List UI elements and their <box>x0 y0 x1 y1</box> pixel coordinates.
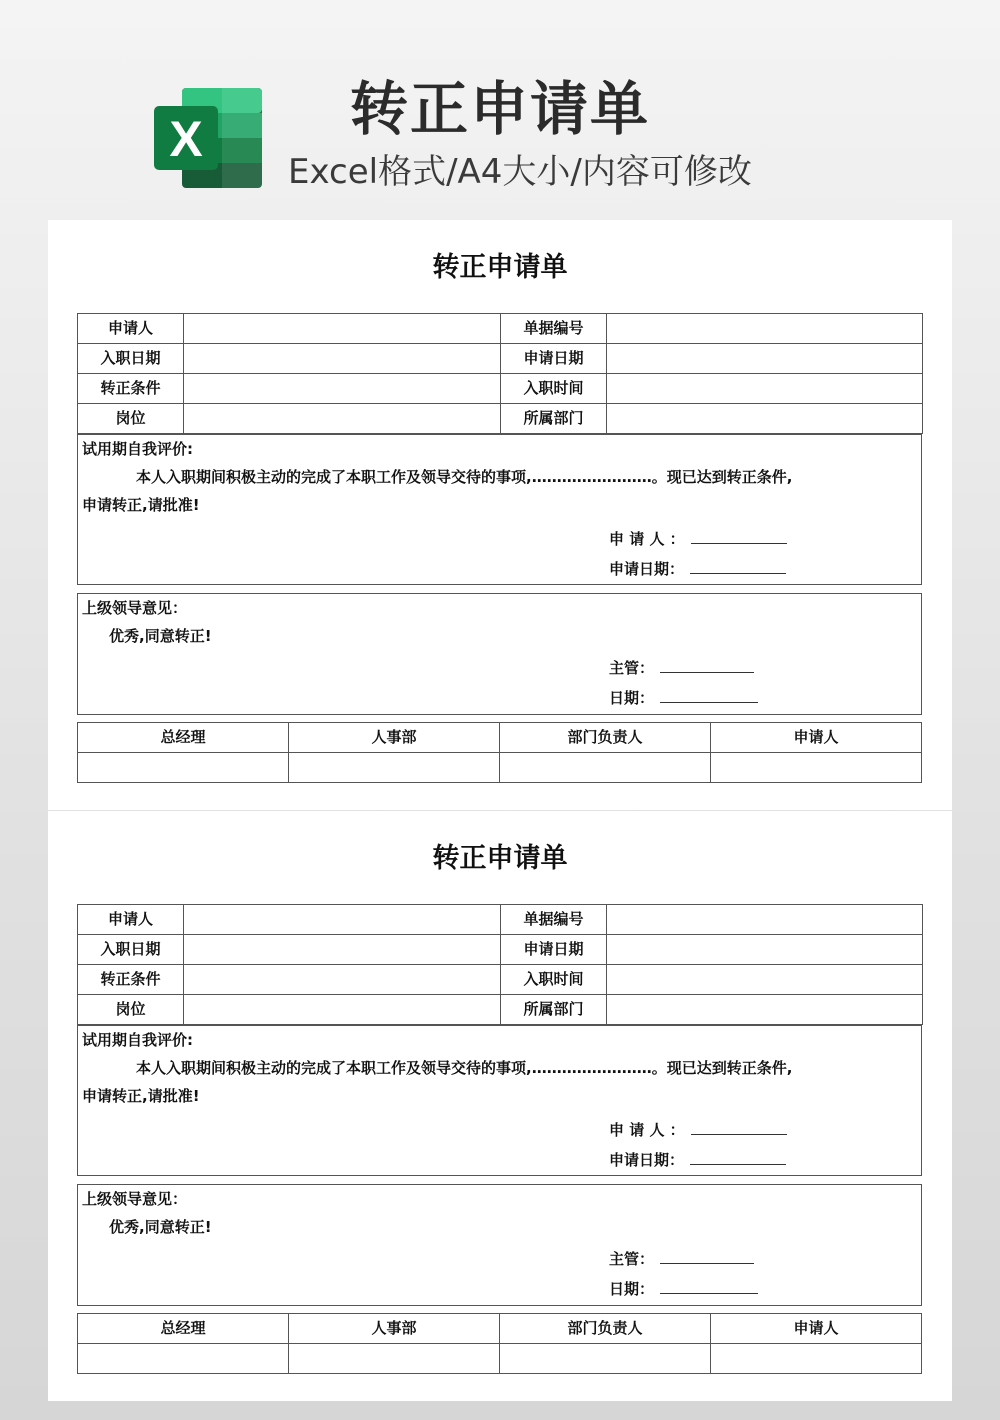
table-row <box>78 723 922 753</box>
table-row <box>78 404 923 434</box>
leader-opinion-box[interactable] <box>77 593 922 715</box>
gm-header: 总经理 <box>78 1314 289 1344</box>
position-label: 岗位 <box>78 404 184 434</box>
self-eval-body-line1: 本人入职期间积极主动的完成了本职工作及领导交待的事项,……………………。现已达到转正条件, <box>136 468 793 486</box>
apply-date-label: 申请日期 <box>501 935 607 965</box>
applicant-cell[interactable] <box>184 905 501 935</box>
conditions-label: 转正条件 <box>78 965 184 995</box>
hire-time-label: 入职时间 <box>501 965 607 995</box>
position-cell[interactable] <box>184 995 501 1025</box>
applicant-header: 申请人 <box>711 1314 922 1344</box>
banner-title: 转正申请单 <box>349 75 650 143</box>
apply-date-sign-line[interactable] <box>690 559 786 574</box>
hire-time-cell[interactable] <box>607 965 923 995</box>
table-row <box>78 1344 922 1374</box>
form-sheet-1 <box>48 220 952 810</box>
leader-date-sign-line[interactable] <box>660 688 758 703</box>
page-header <box>0 0 1000 210</box>
leader-date-sign-row <box>609 1279 758 1299</box>
dept-head-header: 部门负责人 <box>500 1314 711 1344</box>
excel-logo-letter: X <box>169 111 203 167</box>
doc-number-cell[interactable] <box>607 314 923 344</box>
table-row <box>78 314 923 344</box>
applicant-header: 申请人 <box>711 723 922 753</box>
department-cell[interactable] <box>607 995 923 1025</box>
applicant-label: 申请人 <box>78 905 184 935</box>
apply-date-label: 申请日期 <box>501 344 607 374</box>
excel-logo-icon <box>152 86 264 190</box>
form-title: 转正申请单 <box>432 252 568 283</box>
dept-head-sign-cell[interactable] <box>500 1344 711 1374</box>
self-evaluation-box[interactable] <box>77 434 922 585</box>
leader-date-sign-label: 日期： <box>609 1280 655 1298</box>
self-eval-body-line2: 申请转正,请批准! <box>82 496 200 514</box>
leader-opinion-comment: 优秀,同意转正! <box>109 1218 212 1236</box>
applicant-cell[interactable] <box>184 314 501 344</box>
supervisor-sign-row <box>609 658 754 678</box>
applicant-sign-label: 申 请 人 ： <box>609 530 685 548</box>
conditions-label: 转正条件 <box>78 374 184 404</box>
self-eval-heading: 试用期自我评价: <box>82 1031 193 1049</box>
applicant-sign-cell[interactable] <box>711 1344 922 1374</box>
info-table <box>77 904 923 1025</box>
position-cell[interactable] <box>184 404 501 434</box>
applicant-sign-cell[interactable] <box>711 753 922 783</box>
table-row <box>78 344 923 374</box>
doc-number-label: 单据编号 <box>501 905 607 935</box>
leader-date-sign-line[interactable] <box>660 1279 758 1294</box>
conditions-cell[interactable] <box>184 965 501 995</box>
leader-opinion-heading: 上级领导意见： <box>82 599 188 617</box>
form-title: 转正申请单 <box>432 843 568 874</box>
leader-opinion-heading: 上级领导意见： <box>82 1190 188 1208</box>
leader-date-sign-row <box>609 688 758 708</box>
supervisor-sign-line[interactable] <box>660 658 754 673</box>
hire-date-cell[interactable] <box>184 935 501 965</box>
table-row <box>78 935 923 965</box>
department-label: 所属部门 <box>501 404 607 434</box>
doc-number-label: 单据编号 <box>501 314 607 344</box>
gm-header: 总经理 <box>78 723 289 753</box>
applicant-sign-label: 申 请 人 ： <box>609 1121 685 1139</box>
hr-header: 人事部 <box>289 723 500 753</box>
supervisor-sign-label: 主管： <box>609 659 655 677</box>
applicant-sign-line[interactable] <box>691 1120 787 1135</box>
dept-head-header: 部门负责人 <box>500 723 711 753</box>
self-eval-body-line2: 申请转正,请批准! <box>82 1087 200 1105</box>
leader-opinion-box[interactable] <box>77 1184 922 1306</box>
table-row <box>78 1314 922 1344</box>
apply-date-sign-label: 申请日期： <box>609 1151 685 1169</box>
self-evaluation-box[interactable] <box>77 1025 922 1176</box>
dept-head-sign-cell[interactable] <box>500 753 711 783</box>
table-row <box>78 374 923 404</box>
banner-subtitle: Excel格式/A4大小/内容可修改 <box>288 152 752 192</box>
hire-date-cell[interactable] <box>184 344 501 374</box>
department-cell[interactable] <box>607 404 923 434</box>
apply-date-sign-label: 申请日期： <box>609 560 685 578</box>
hr-sign-cell[interactable] <box>289 1344 500 1374</box>
info-table <box>77 313 923 434</box>
supervisor-sign-label: 主管： <box>609 1250 655 1268</box>
applicant-label: 申请人 <box>78 314 184 344</box>
hire-time-cell[interactable] <box>607 374 923 404</box>
apply-date-sign-row <box>609 559 786 579</box>
signature-table <box>77 722 922 783</box>
table-row <box>78 753 922 783</box>
hire-date-label: 入职日期 <box>78 344 184 374</box>
doc-number-cell[interactable] <box>607 905 923 935</box>
form-sheet-2 <box>48 811 952 1401</box>
gm-sign-cell[interactable] <box>78 753 289 783</box>
apply-date-sign-row <box>609 1150 786 1170</box>
position-label: 岗位 <box>78 995 184 1025</box>
signature-table <box>77 1313 922 1374</box>
hire-time-label: 入职时间 <box>501 374 607 404</box>
self-eval-body-line1: 本人入职期间积极主动的完成了本职工作及领导交待的事项,……………………。现已达到转正条件, <box>136 1059 793 1077</box>
applicant-sign-row <box>609 1120 787 1140</box>
hire-date-label: 入职日期 <box>78 935 184 965</box>
gm-sign-cell[interactable] <box>78 1344 289 1374</box>
applicant-sign-line[interactable] <box>691 529 787 544</box>
hr-sign-cell[interactable] <box>289 753 500 783</box>
leader-date-sign-label: 日期： <box>609 689 655 707</box>
leader-opinion-comment: 优秀,同意转正! <box>109 627 212 645</box>
hr-header: 人事部 <box>289 1314 500 1344</box>
table-row <box>78 965 923 995</box>
supervisor-sign-row <box>609 1249 754 1269</box>
department-label: 所属部门 <box>501 995 607 1025</box>
supervisor-sign-line[interactable] <box>660 1249 754 1264</box>
self-eval-heading: 试用期自我评价: <box>82 440 193 458</box>
apply-date-sign-line[interactable] <box>690 1150 786 1165</box>
conditions-cell[interactable] <box>184 374 501 404</box>
apply-date-cell[interactable] <box>607 935 923 965</box>
applicant-sign-row <box>609 529 787 549</box>
apply-date-cell[interactable] <box>607 344 923 374</box>
table-row <box>78 995 923 1025</box>
table-row <box>78 905 923 935</box>
